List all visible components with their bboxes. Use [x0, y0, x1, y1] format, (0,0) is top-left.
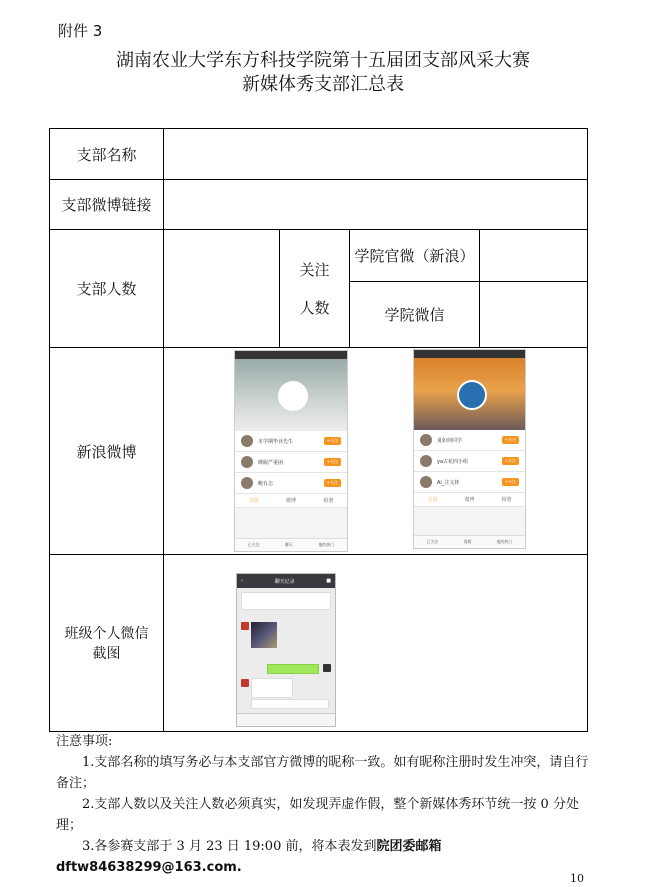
tab-album: 相册	[501, 497, 512, 503]
bottom-bar	[235, 538, 347, 551]
notes-heading: 注意事项:	[56, 734, 113, 749]
chat-title: 聊天记录	[274, 578, 295, 585]
list-item	[414, 472, 525, 493]
follow-button: +关注	[324, 479, 341, 487]
notes-section	[56, 731, 592, 878]
chat-message	[241, 592, 331, 610]
user-avatar-icon	[241, 477, 253, 489]
bottom-item: 已关注	[247, 542, 260, 547]
list-item	[235, 473, 347, 494]
status-bar	[235, 351, 347, 359]
chat-message	[251, 678, 293, 698]
note-item-3	[56, 836, 592, 878]
note-item-2: 2.支部人数以及关注人数必须真实，如发现弄虚作假，整个新媒体秀环节统一按 0 分处理；	[56, 797, 579, 833]
bottom-item: 已关注	[426, 539, 439, 544]
bottom-bar	[414, 535, 525, 548]
list-item	[414, 451, 525, 472]
profile-banner	[235, 359, 347, 431]
chat-input-bar	[237, 713, 335, 726]
follow-button: +关注	[502, 436, 519, 444]
follow-button: +关注	[502, 478, 519, 486]
user-name: 本学期毕业先生	[258, 438, 294, 445]
chat-header	[237, 574, 335, 588]
profile-tabs	[235, 494, 347, 508]
user-name: Ai_注文林	[437, 479, 460, 486]
weibo-screenshot-right	[413, 349, 526, 549]
user-avatar-icon	[241, 456, 253, 468]
bottom-item: 客服	[463, 539, 472, 544]
tab-weibo: 微博	[285, 498, 296, 504]
college-wechat-field[interactable]	[480, 282, 588, 348]
user-avatar-icon	[420, 476, 432, 488]
tab-album: 相册	[323, 498, 334, 504]
back-icon: ‹	[241, 578, 243, 584]
college-weibo-sina-field[interactable]	[480, 230, 588, 282]
followers-label-line1: 关注	[299, 260, 330, 279]
profile-tabs	[414, 493, 525, 507]
user-avatar-icon	[420, 455, 432, 467]
sina-weibo-label: 新浪微博	[50, 348, 164, 555]
user-icon: ■	[326, 578, 331, 584]
avatar	[278, 381, 308, 411]
follow-button: +关注	[324, 437, 341, 445]
sender-avatar-icon	[241, 679, 249, 687]
chat-image	[251, 622, 277, 648]
college-wechat-label: 学院微信	[350, 282, 480, 348]
bottom-item: 他的热门	[318, 542, 335, 547]
page-number: 10	[570, 872, 584, 885]
branch-name-label: 支部名称	[50, 129, 164, 180]
list-item	[235, 452, 347, 473]
tab-weibo: 微博	[464, 497, 475, 503]
tab-home: 主页	[427, 497, 438, 503]
list-item	[235, 431, 347, 452]
sender-avatar-icon	[241, 622, 249, 630]
annex-label: 附件 3	[58, 22, 103, 40]
wechat-screenshot	[236, 573, 336, 727]
self-avatar-icon	[323, 664, 331, 672]
chat-message	[267, 664, 319, 674]
bottom-item: 他的热门	[496, 539, 513, 544]
chat-message	[251, 699, 329, 709]
user-name: 夏如何同学	[437, 437, 463, 444]
followers-label-line2: 人数	[299, 298, 330, 317]
tab-home: 主页	[248, 498, 259, 504]
members-label: 支部人数	[50, 230, 164, 348]
bottom-item: 聊天	[284, 542, 293, 547]
list-item	[414, 430, 525, 451]
weibo-screenshot-left	[234, 350, 348, 552]
weibo-link-field[interactable]	[164, 180, 588, 230]
weibo-link-label: 支部微博链接	[50, 180, 164, 230]
college-weibo-sina-label: 学院官微（新浪）	[350, 230, 480, 282]
followers-label	[280, 230, 350, 348]
members-field[interactable]	[164, 230, 280, 348]
user-name: ya古花四小组	[437, 458, 469, 465]
note-item-3-text: 3.各参赛支部于 3 月 23 日 19:00 前，将本表发到	[82, 839, 377, 854]
user-avatar-icon	[420, 434, 432, 446]
user-name: 鲍有怎	[258, 480, 274, 487]
avatar	[457, 380, 487, 410]
user-name: 睡眠严重困	[258, 459, 284, 466]
note-item-1: 1.支部名称的填写务必与本支部官方微博的昵称一致。如有昵称注册时发生冲突，请自行备注；	[56, 755, 589, 791]
status-bar	[414, 350, 525, 358]
submission-email: 院团委邮箱 dftw84638299@163.com.	[56, 839, 442, 875]
wechat-screenshot-cell	[164, 555, 588, 732]
user-avatar-icon	[241, 435, 253, 447]
document-title-line1: 湖南农业大学东方科技学院第十五届团支部风采大赛	[116, 50, 530, 71]
wechat-screenshot-label: 班级个人微信截图	[50, 555, 164, 732]
profile-banner	[414, 358, 525, 430]
branch-name-field[interactable]	[164, 129, 588, 180]
follow-button: +关注	[502, 457, 519, 465]
follow-button: +关注	[324, 458, 341, 466]
document-title-line2: 新媒体秀支部汇总表	[242, 74, 404, 95]
